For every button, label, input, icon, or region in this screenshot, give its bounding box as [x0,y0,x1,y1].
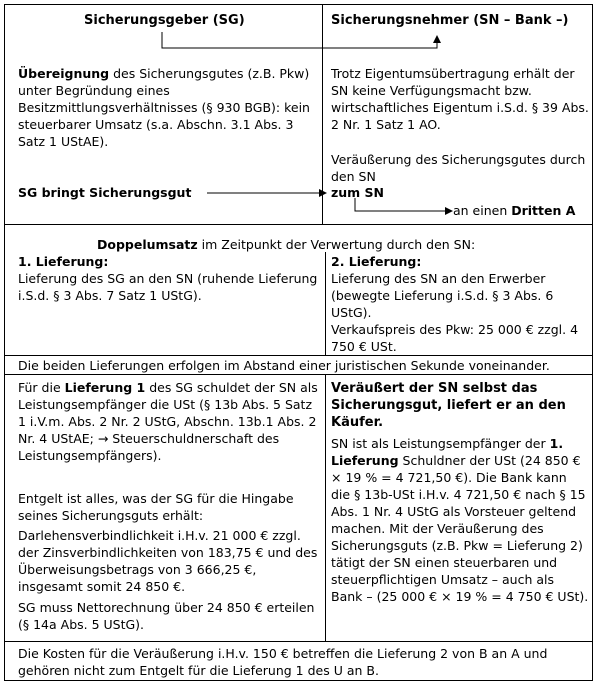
header-left-title: Sicherungsgeber (SG) [84,13,245,28]
section3-text: Die beiden Lieferungen erfolgen im Abstand einer juristischen Sekunde voneinander. [18,358,550,373]
section1-left-bold: Übereignung [18,66,110,81]
sg-brings-label: SG bringt Sicherungsgut [18,185,192,200]
section4-left-p1-pre: Für die [18,380,65,395]
section2-title [97,236,475,253]
first-delivery-text: Lieferung des SG an den SN (ruhende Lieferung i.S.d. § 3 Abs. 7 Satz 1 UStG). [18,271,318,303]
to-third-bold: Dritten A [511,203,576,218]
section2-title-rest: im Zeitpunkt der Verwertung durch den SN: [197,237,476,252]
section1-left-text [18,65,318,150]
section2-title-bold: Doppelumsatz [97,237,198,252]
section4-right-p1 [331,435,589,605]
header-right-title: Sicherungsnehmer (SN – Bank –) [331,13,569,28]
section4-left-p4: SG muss Nettorechnung über 24 850 € erteilen (§ 14a Abs. 5 UStG). [18,600,315,632]
section4-left-p3: Darlehensverbindlichkeit i.H.v. 21 000 € zzgl. der Zinsverbindlichkeiten von 183,75 € und des Überweisungsbetrags von 3 666,25 €, insgesamt somit 24 850 €. [18,528,318,594]
section4-left-p1-post: des SG schuldet der SN als Leistungsempfänger die USt (§ 13b Abs. 5 Satz 1 i.V.m. Abs. 2 Nr. 2 UStG, Abschn. 13b.1 Abs. 2 Nr. 4 UStAE; → Steuerschuldnerschaft des Leistungsempfängers). [18,380,318,463]
section4-right-p1-pre: SN ist als Leistungsempfänger der [331,436,550,451]
section1-left-rest: des Sicherungsgutes (z.B. Pkw) unter Begründung eines Besitzmittlungsverhältnisses (§ 930 BGB): kein steuerbarer Umsatz (s.a. Abschn. 3.1 Abs. 3 Satz 1 UStAE). [18,66,310,149]
zum-sn-label: zum SN [331,185,385,200]
to-third-prefix: an einen [453,203,512,218]
section5-text: Die Kosten für die Veräußerung i.H.v. 150 € betreffen die Lieferung 2 von B an A und gehören nicht zum Entgelt für die Lieferung 1 des U an B. [18,646,548,678]
second-delivery-text: Lieferung des SN an den Erwerber (bewegte Lieferung i.S.d. § 3 Abs. 6 UStG). [331,271,554,320]
sale-price-text: Verkaufspreis des Pkw: 25 000 € zzgl. 4 750 € USt. [331,322,579,354]
section4-right-p1-bold: 1. Lieferung [331,436,564,468]
section4-left-p1 [18,379,318,464]
to-third-label [453,202,575,219]
section4-left-p1-bold: Lieferung 1 [64,380,146,395]
section1-right-text2: Veräußerung des Sicherungsgutes durch den SN [331,152,586,184]
transfer-arrow-sg-to-sn [162,32,437,48]
section1-right-text: Trotz Eigentumsübertragung erhält der SN keine Verfügungsmacht bzw. wirtschaftliches Eigentum i.S.d. § 39 Abs. 2 Nr. 1 Satz 1 AO. [331,66,589,132]
first-delivery-heading: 1. Lieferung: [18,254,109,269]
second-delivery-heading: 2. Lieferung: [331,254,422,269]
section4-right-heading: Veräußert der SN selbst das Sicherungsgut, liefert er an den Käufer. [331,381,566,430]
section4-left-p2: Entgelt ist alles, was der SG für die Hingabe seines Sicherungsguts erhält: [18,491,294,523]
section4-right-p1-post: Schuldner der USt (24 850 € × 19 % = 4 721,50 €). Die Bank kann die § 13b-USt i.H.v. 4 721,50 € nach § 15 Abs. 1 Nr. 4 UStG als Vorsteuer geltend machen. Mit der Veräußerung des Sicherungsguts (z.B. Pkw = Lieferung 2) tätigt der SN einen steuerbaren und steuerpflichtigen Umsatz – auch als Bank – (25 000 € × 19 % = 4 750 € USt). [331,453,589,604]
